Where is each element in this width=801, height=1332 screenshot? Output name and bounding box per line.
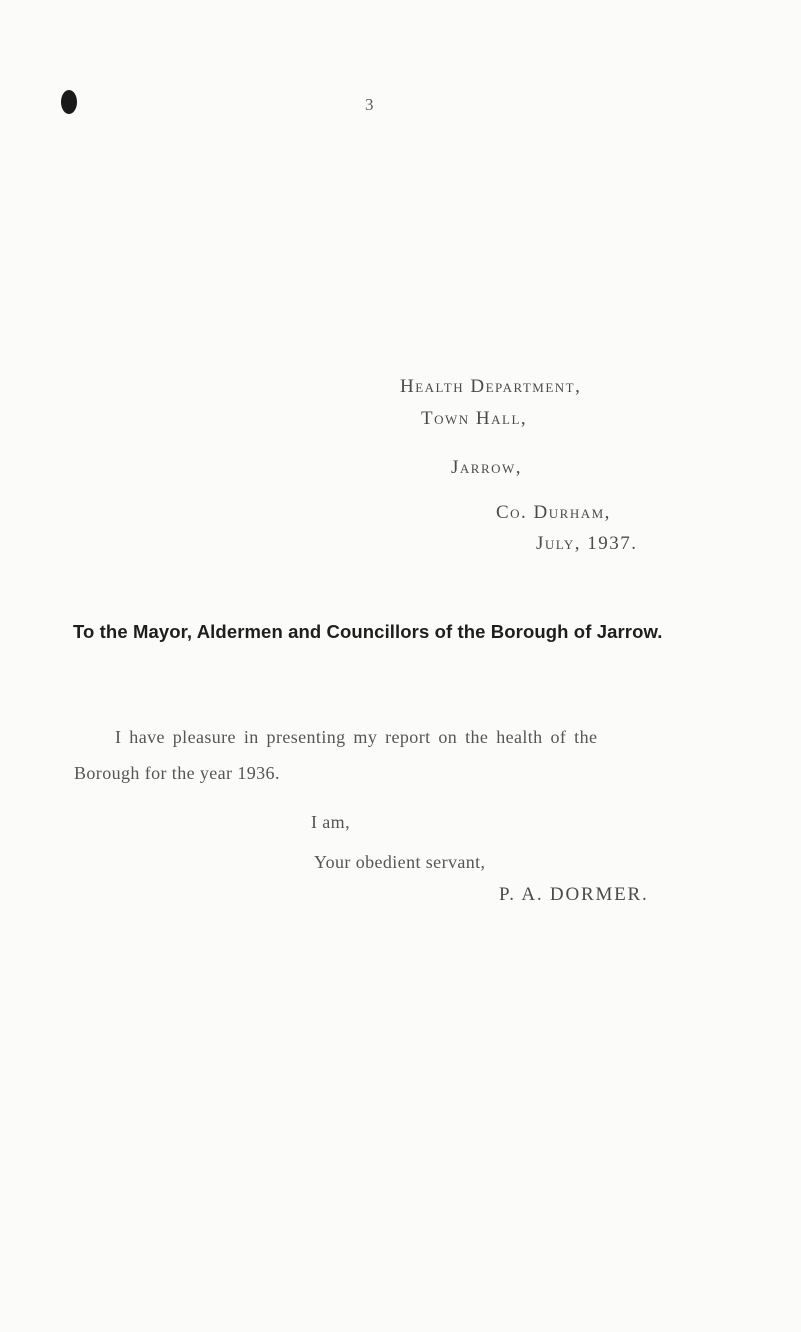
closing-line: I am,: [311, 812, 350, 832]
punch-hole-mark: [61, 90, 77, 114]
page-number: 3: [365, 95, 374, 114]
signature-name: P. A. DORMER.: [499, 884, 649, 905]
salutation-heading: To the Mayor, Aldermen and Councillors of the Borough of Jarrow.: [73, 621, 663, 642]
address-line-department: Health Department,: [400, 376, 582, 397]
complimentary-close: Your obedient servant,: [314, 852, 486, 872]
address-line-town: Jarrow,: [451, 457, 523, 478]
body-line-2: Borough for the year 1936.: [74, 763, 280, 783]
address-line-building: Town Hall,: [421, 408, 528, 429]
body-line-1: I have pleasure in presenting my report on the health of the: [115, 727, 598, 747]
address-line-county: Co. Durham,: [496, 502, 611, 523]
letter-date: July, 1937.: [536, 533, 638, 554]
